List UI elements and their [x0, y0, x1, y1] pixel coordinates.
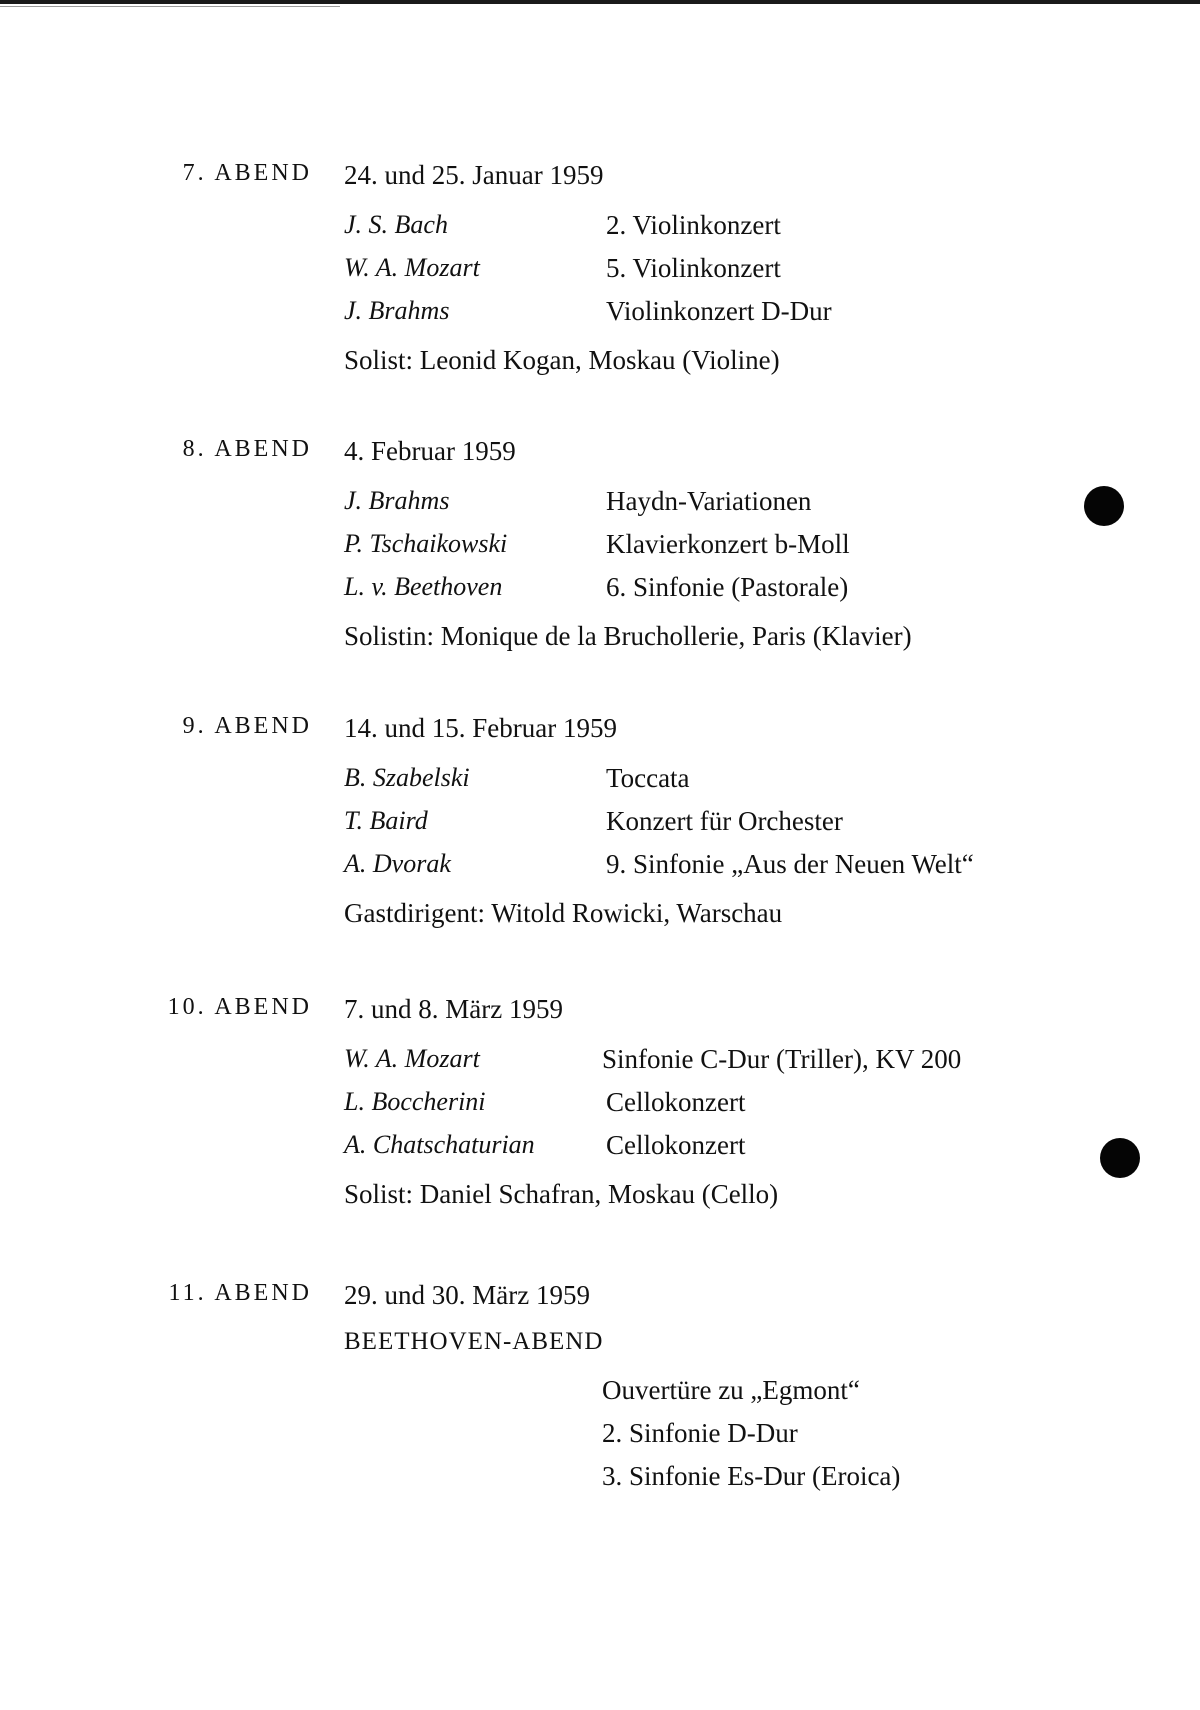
program-item — [0, 763, 1200, 797]
concert-date: 24. und 25. Januar 1959 — [344, 160, 604, 190]
work-title: 9. Sinfonie „Aus der Neuen Welt“ — [606, 849, 974, 879]
work-title: Toccata — [606, 763, 690, 793]
concert-date: 4. Februar 1959 — [344, 436, 516, 466]
work-title: 5. Violinkonzert — [606, 253, 781, 283]
composer: T. Baird — [344, 806, 428, 835]
composer: W. A. Mozart — [344, 1044, 480, 1073]
work-title: Ouvertüre zu „Egmont“ — [602, 1375, 860, 1405]
composer: L. v. Beethoven — [344, 572, 503, 601]
program-item — [0, 806, 1200, 840]
program-item — [0, 1130, 1200, 1164]
work-title: Sinfonie C-Dur (Triller), KV 200 — [602, 1044, 962, 1074]
work-title: 3. Sinfonie Es-Dur (Eroica) — [602, 1461, 901, 1491]
composer: J. Brahms — [344, 296, 450, 325]
top-edge-rule — [0, 0, 1200, 4]
soloist-line: Solist: Daniel Schafran, Moskau (Cello) — [344, 1179, 779, 1209]
concert-date: 7. und 8. März 1959 — [344, 994, 563, 1024]
top-edge-faint-rule — [0, 6, 340, 7]
conductor-line: Gastdirigent: Witold Rowicki, Warschau — [344, 898, 783, 928]
program-item — [0, 210, 1200, 244]
work-title: 2. Violinkonzert — [606, 210, 781, 240]
program-item — [0, 1044, 1200, 1078]
composer: P. Tschaikowski — [344, 529, 508, 558]
program-item — [0, 572, 1200, 606]
composer: J. Brahms — [344, 486, 450, 515]
concert-subtitle: BEETHOVEN-ABEND — [344, 1328, 604, 1355]
composer: A. Chatschaturian — [344, 1130, 535, 1159]
work-title: Klavierkonzert b-Moll — [606, 529, 850, 559]
program-item — [0, 296, 1200, 330]
program-item — [0, 849, 1200, 883]
concert-number: 7. ABEND — [182, 160, 312, 186]
work-title: Cellokonzert — [606, 1130, 746, 1160]
concert-number: 8. ABEND — [182, 436, 312, 462]
concert-date: 29. und 30. März 1959 — [344, 1280, 590, 1310]
concert-date: 14. und 15. Februar 1959 — [344, 713, 617, 743]
program-item — [0, 486, 1200, 520]
program-item — [0, 253, 1200, 287]
work-title: 6. Sinfonie (Pastorale) — [606, 572, 849, 602]
concert-number: 9. ABEND — [182, 713, 312, 739]
concert-number: 10. ABEND — [167, 994, 312, 1020]
work-title: Violinkonzert D-Dur — [606, 296, 832, 326]
composer: A. Dvorak — [344, 849, 451, 878]
program-item — [0, 529, 1200, 563]
composer: W. A. Mozart — [344, 253, 480, 282]
work-title: 2. Sinfonie D-Dur — [602, 1418, 798, 1448]
composer: B. Szabelski — [344, 763, 470, 792]
soloist-line: Solist: Leonid Kogan, Moskau (Violine) — [344, 345, 780, 375]
soloist-line: Solistin: Monique de la Bruchollerie, Paris (Klavier) — [344, 621, 912, 651]
program-item — [0, 1087, 1200, 1121]
concert-number: 11. ABEND — [168, 1280, 312, 1306]
composer: L. Boccherini — [344, 1087, 486, 1116]
work-title: Haydn-Variationen — [606, 486, 812, 516]
work-title: Konzert für Orchester — [606, 806, 843, 836]
composer: J. S. Bach — [344, 210, 448, 239]
work-title: Cellokonzert — [606, 1087, 746, 1117]
